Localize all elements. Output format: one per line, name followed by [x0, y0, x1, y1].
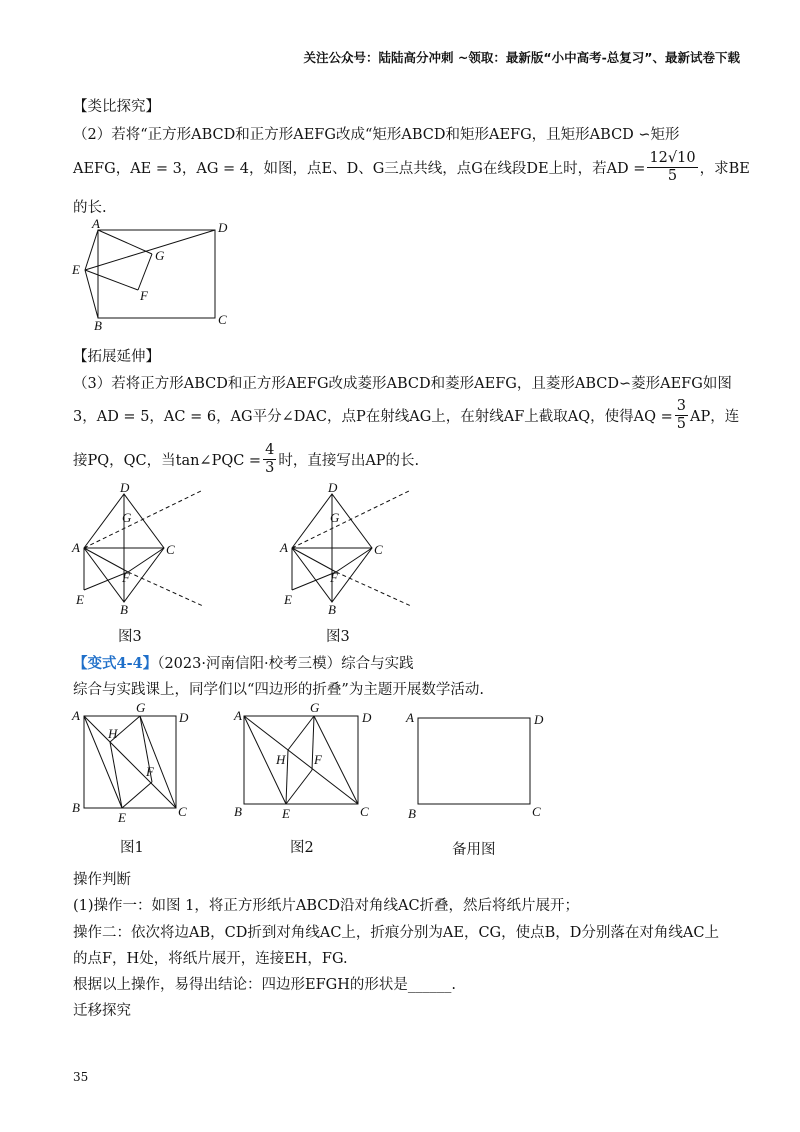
- label-a: A: [92, 218, 100, 231]
- spare-figure: [402, 700, 552, 825]
- rh-left-label-b: B: [120, 602, 128, 617]
- conclusion-line: 根据以上操作，易得出结论：四边形EFGH的形状是______.: [73, 977, 456, 993]
- rectangle-figure: [70, 218, 240, 333]
- fraction-tan-numerator: 4: [265, 442, 275, 458]
- fold1-label-d: D: [179, 710, 189, 725]
- fold1-label-a: A: [72, 708, 80, 723]
- rh-right-label-d: D: [328, 480, 338, 495]
- fold1-label-b: B: [72, 800, 80, 815]
- section-heading-extension: 【拓展延伸】: [73, 349, 160, 365]
- analogy-line2-text-b: ，求BE: [699, 161, 750, 177]
- fraction-ad: [647, 150, 697, 185]
- operation-two-line1: 操作二：依次将边AB，CD折到对角线AC上，折痕分别为AE，CG，使点B，D分别落在对角线AC上: [73, 925, 719, 941]
- rh-left-label-e: E: [76, 592, 84, 607]
- label-d: D: [218, 220, 228, 235]
- fraction-aq-denominator: 5: [676, 416, 687, 432]
- section-heading-analogy: 【类比探究】: [73, 99, 160, 115]
- rh-right-label-e: E: [284, 592, 292, 607]
- rh-left-label-a: A: [72, 540, 80, 555]
- fold1-label-g: G: [136, 700, 146, 715]
- rh-right-label-c: C: [374, 542, 383, 557]
- variant-intro: 综合与实践课上，同学们以“四边形的折叠”为主题开展数学活动.: [73, 682, 484, 698]
- analogy-paragraph-line2: [73, 150, 750, 185]
- rh-right-label-f: F: [330, 570, 338, 585]
- fold1-label-c: C: [178, 804, 187, 819]
- rh-left-label-f: F: [122, 570, 130, 585]
- fold2-label-b: B: [234, 804, 242, 819]
- label-c: C: [218, 312, 227, 327]
- label-b: B: [94, 318, 102, 333]
- extension-line2-text-a: 3，AD = 5，AC = 6，AG平分∠DAC，点P在射线AG上，在射线AF上截取AQ，使得AQ =: [73, 409, 673, 425]
- extension-line2-text-b: AP，连: [690, 409, 740, 425]
- fold1-label-h: H: [108, 726, 118, 741]
- fraction-tan: [263, 442, 276, 477]
- extension-paragraph-line1: （3）若将正方形ABCD和正方形AEFG改成菱形ABCD和菱形AEFG，且菱形ABCD∽菱形AEFG如图: [73, 376, 732, 392]
- rh-left-label-d: D: [120, 480, 130, 495]
- analogy-line2-text-a: AEFG，AE = 3，AG = 4，如图，点E、D、G三点共线，点G在线段DE上时，若AD =: [73, 161, 646, 177]
- fraction-aq: [675, 398, 688, 433]
- rh-right-label-b: B: [328, 602, 336, 617]
- extension-paragraph-line2: [73, 398, 739, 433]
- rhombus-figure-right: [276, 478, 426, 618]
- figure3-caption-left: 图3: [118, 629, 142, 645]
- rh-left-label-g: G: [122, 510, 132, 525]
- label-e: E: [72, 262, 80, 277]
- extension-line3-text-a: 接PQ，QC，当tan∠PQC =: [73, 453, 262, 469]
- variant-tag: 【变式4-4】: [73, 655, 158, 672]
- fold2-label-f: F: [314, 752, 322, 767]
- fold2-label-h: H: [276, 752, 286, 767]
- spare-label-a: A: [406, 710, 414, 725]
- fold2-label-c: C: [360, 804, 369, 819]
- fraction-aq-numerator: 3: [676, 398, 687, 414]
- spare-label-d: D: [534, 712, 544, 727]
- page-header: 关注公众号：陆陆高分冲刺 ~领取：最新版“小中高考-总复习”、最新试卷下载: [303, 50, 740, 65]
- rh-right-label-g: G: [330, 510, 340, 525]
- fold2-label-d: D: [362, 710, 372, 725]
- fold2-label-e: E: [282, 806, 290, 821]
- rhombus-figure-left: [68, 478, 218, 618]
- spare-label-b: B: [408, 806, 416, 821]
- label-g: G: [155, 248, 165, 263]
- fold-figure-2: [230, 700, 380, 825]
- variant-heading: [73, 652, 414, 673]
- figure3-caption-right: 图3: [326, 629, 350, 645]
- fold2-label-g: G: [310, 700, 320, 715]
- fold1-label-f: F: [146, 764, 154, 779]
- fraction-ad-numerator: 12√10: [649, 150, 696, 166]
- analogy-paragraph-line1: （2）若将“正方形ABCD和正方形AEFG改成“矩形ABCD和矩形AEFG，且矩形ABCD ∽矩形: [73, 127, 680, 143]
- fold-figure-2-caption: 图2: [290, 840, 314, 856]
- rh-right-label-a: A: [280, 540, 288, 555]
- fold-figure-1-caption: 图1: [120, 840, 144, 856]
- operation-heading: 操作判断: [73, 872, 131, 888]
- extension-paragraph-line3: [73, 442, 419, 477]
- page-number: 35: [73, 1070, 89, 1084]
- spare-label-c: C: [532, 804, 541, 819]
- fold-figure-1: [68, 700, 198, 825]
- fraction-ad-denominator: 5: [667, 168, 678, 184]
- operation-one: (1)操作一：如图 1，将正方形纸片ABCD沿对角线AC折叠，然后将纸片展开；: [73, 898, 580, 914]
- label-f: F: [140, 288, 148, 303]
- extension-line3-text-b: 时，直接写出AP的长.: [278, 453, 420, 469]
- fold2-label-a: A: [234, 708, 242, 723]
- migration-heading: 迁移探究: [73, 1003, 131, 1019]
- fold1-label-e: E: [118, 810, 126, 825]
- variant-source: （2023·河南信阳·校考三模）综合与实践: [157, 656, 414, 672]
- rh-left-label-c: C: [166, 542, 175, 557]
- operation-two-line2: 的点F，H处，将纸片展开，连接EH，FG.: [73, 951, 348, 967]
- spare-figure-caption: 备用图: [452, 842, 496, 858]
- analogy-paragraph-line3: 的长.: [73, 200, 107, 216]
- fraction-tan-denominator: 3: [265, 460, 275, 476]
